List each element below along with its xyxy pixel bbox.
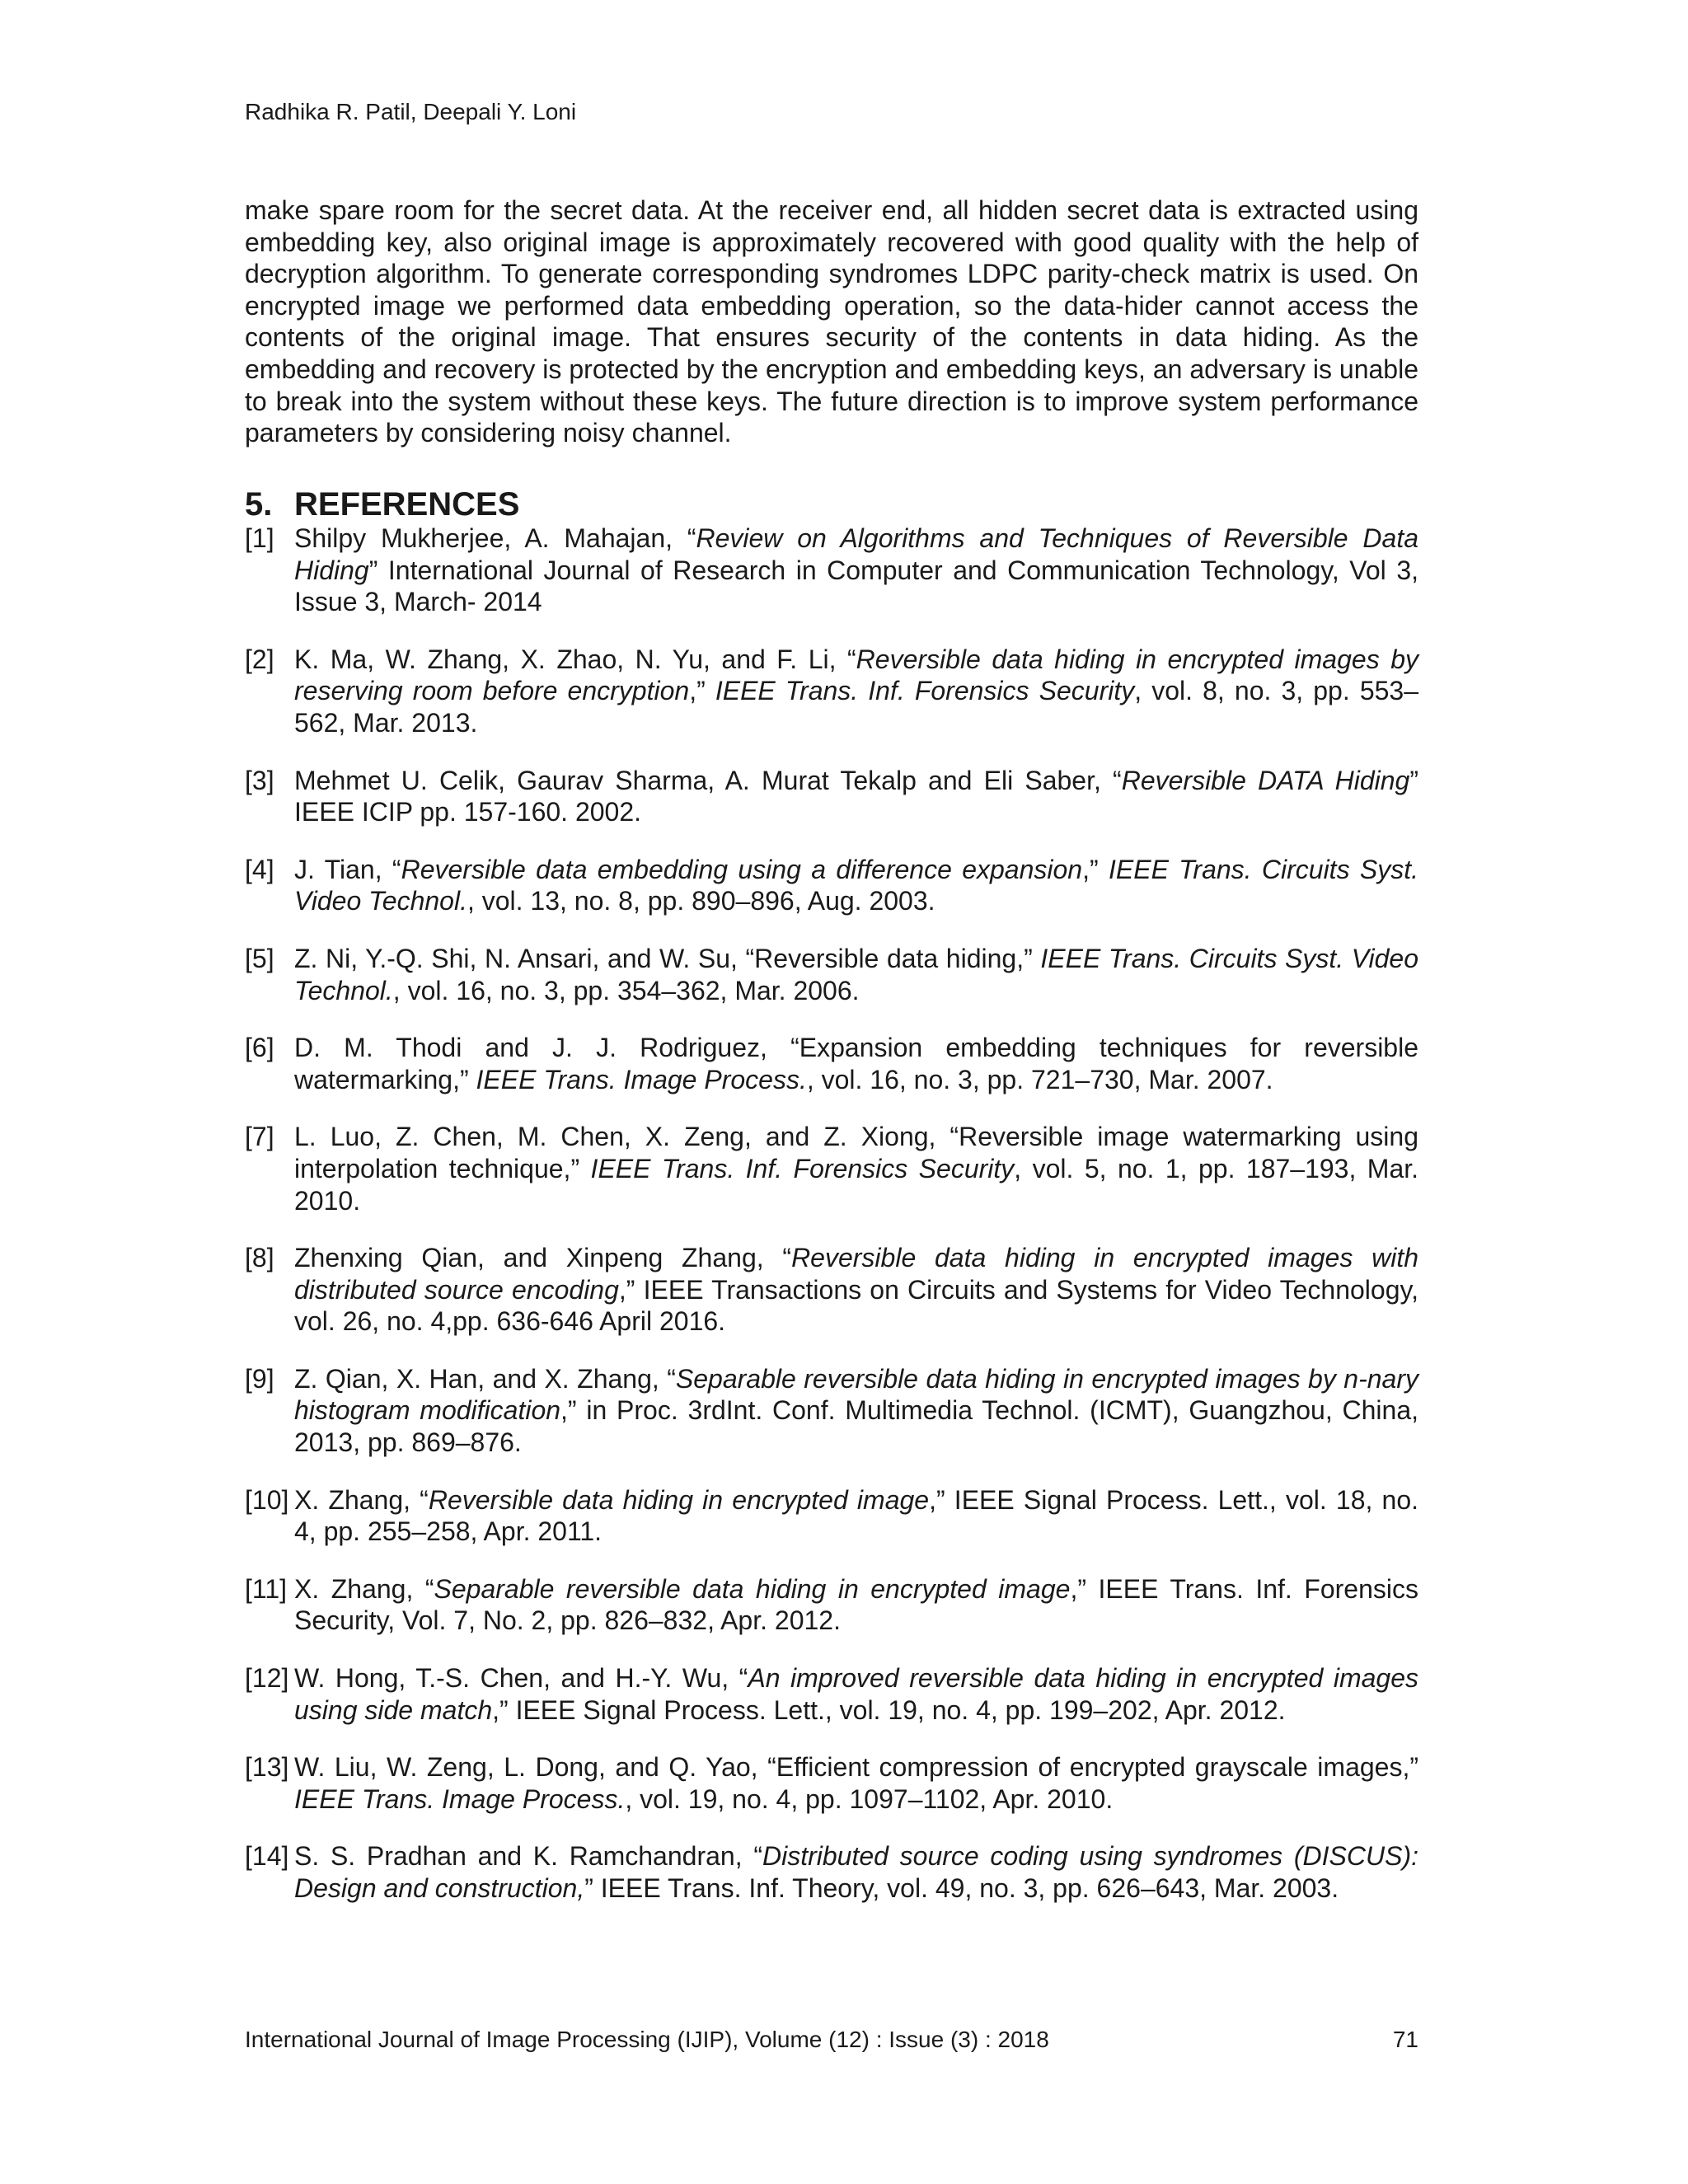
reference-number: [14] [245,1841,289,1872]
reference-number: [10] [245,1484,289,1515]
reference-number: [8] [245,1243,274,1273]
reference-part: W. Liu, W. Zeng, L. Dong, and Q. Yao, “Efficient compression of encrypted grayscale images,” [294,1752,1418,1783]
page-number: 71 [1392,2027,1418,2052]
reference-part: ,” IEEE Signal Process. Lett., vol. 18, no. 4, pp. 255–258, Apr. 2011. [294,1484,1419,1547]
reference-text [294,1242,1418,1338]
reference-number: [9] [245,1363,274,1394]
page-footer [245,2023,1418,2056]
reference-item [245,1121,1418,1216]
reference-text [294,1121,1418,1216]
reference-part: Shilpy Mukherjee, A. Mahajan, “ [294,523,696,553]
reference-text [294,1840,1418,1904]
reference-number: [13] [245,1752,289,1783]
reference-number: [2] [245,644,274,674]
reference-part: , vol. 5, no. 1, pp. 187–193, Mar. 2010. [294,1153,1419,1216]
reference-item [245,943,1418,1006]
reference-part: X. Zhang, “ [294,1484,429,1515]
reference-italic-part: Separable reversible data hiding in encrypted image [434,1573,1071,1604]
reference-italic-part: Reversible data hiding in encrypted image [428,1484,930,1515]
reference-part: ” IEEE Trans. Inf. Theory, vol. 49, no. 3, pp. 626–643, Mar. 2003. [584,1873,1339,1903]
reference-number: [5] [245,943,274,973]
reference-italic-part: Review on Algorithms and Techniques of Reversible Data Hiding [294,523,1419,585]
reference-item [245,1662,1418,1726]
reference-part: Mehmet U. Celik, Gaurav Sharma, A. Murat Tekalp and Eli Saber, “ [294,765,1122,795]
reference-italic-part: IEEE Trans. Image Process. [294,1783,626,1814]
reference-part: ,” IEEE Trans. Inf. Forensics Security, Vol. 7, No. 2, pp. 826–832, Apr. 2012. [294,1573,1419,1636]
running-header-authors: Radhika R. Patil, Deepali Y. Loni [245,99,577,124]
reference-italic-part: Reversible data hiding in encrypted images by reserving room before encryption [294,644,1419,706]
reference-item [245,765,1418,828]
reference-number: [3] [245,765,274,795]
reference-part: W. Hong, T.-S. Chen, and H.-Y. Wu, “ [294,1663,748,1694]
reference-text [294,765,1418,828]
reference-part: , vol. 19, no. 4, pp. 1097–1102, Apr. 2010. [625,1783,1114,1814]
reference-part: ,” [1082,854,1109,884]
section-number: 5. [245,486,273,523]
reference-text [294,1363,1418,1459]
reference-part: ,” [689,676,715,706]
reference-part: L. Luo, Z. Chen, M. Chen, X. Zeng, and Z. Xiong, “Reversible image watermarking using interpolation technique,” [294,1122,1418,1183]
reference-part: , vol. 8, no. 3, pp. 553–562, Mar. 2013. [294,676,1419,738]
reference-item [245,1363,1418,1459]
reference-italic-part: Reversible DATA Hiding [1121,765,1410,795]
reference-item [245,854,1418,917]
section-heading [245,485,519,524]
reference-number: [12] [245,1663,289,1694]
reference-number: [6] [245,1033,274,1063]
footer-journal: International Journal of Image Processing (IJIP), Volume (12) : Issue (3) : 2018 [245,2027,1049,2052]
reference-item [245,1242,1418,1338]
reference-part: Z. Qian, X. Han, and X. Zhang, “ [294,1363,676,1394]
reference-part: ” IEEE ICIP pp. 157-160. 2002. [294,765,1419,827]
section-title: REFERENCES [294,486,520,523]
reference-part: X. Zhang, “ [294,1573,434,1604]
reference-item [245,1032,1418,1095]
reference-text [294,1751,1418,1815]
reference-item [245,1840,1418,1904]
reference-italic-part: Reversible data hiding in encrypted images with distributed source encoding [294,1243,1419,1305]
reference-part: J. Tian, “ [294,854,401,884]
reference-text [294,854,1418,917]
reference-text [294,1484,1418,1548]
reference-part: ” International Journal of Research in Computer and Communication Technology, Vol 3, Issue 3, March- 2014 [294,555,1418,617]
reference-part: , vol. 16, no. 3, pp. 354–362, Mar. 2006. [392,975,860,1005]
reference-italic-part: An improved reversible data hiding in encrypted images using side match [294,1663,1419,1725]
reference-italic-part: IEEE Trans. Circuits Syst. Video Technol. [294,854,1419,916]
reference-item [245,523,1418,618]
reference-number: [7] [245,1122,274,1152]
reference-part: ,” IEEE Signal Process. Lett., vol. 19, no. 4, pp. 199–202, Apr. 2012. [492,1694,1286,1725]
reference-part: , vol. 13, no. 8, pp. 890–896, Aug. 2003. [467,886,935,916]
reference-italic-part: IEEE Trans. Image Process. [476,1064,807,1094]
reference-number: [11] [245,1573,287,1604]
reference-part: D. M. Thodi and J. J. Rodriguez, “Expansion embedding techniques for reversible watermarking,” [294,1033,1418,1094]
body-paragraph: make spare room for the secret data. At the receiver end, all hidden secret data is extracted using embedding key, also original image is approximately recovered with good quality with the help of decryption algorithm. To generate corresponding syndromes LDPC parity-check matrix is used. On encrypted image we performed data embedding operation, so the data-hider cannot access the contents of the original image. That ensures security of the contents in data hiding. As the embedding and recovery is protected by the encryption and embedding keys, an adversary is unable to break into the system without these keys. The future direction is to improve system performance parameters by considering noisy channel. [245,195,1418,448]
reference-part: K. Ma, W. Zhang, X. Zhao, N. Yu, and F. Li, “ [294,644,856,674]
reference-item [245,1751,1418,1815]
reference-text [294,943,1418,1006]
reference-text [294,523,1418,618]
reference-item [245,644,1418,739]
reference-number: [1] [245,523,274,553]
reference-italic-part: IEEE Trans. Circuits Syst. Video Technol. [294,943,1419,1005]
reference-text [294,1662,1418,1726]
reference-italic-part: IEEE Trans. Inf. Forensics Security [590,1153,1015,1183]
reference-italic-part: Distributed source coding using syndromes (DISCUS): Design and construction, [294,1841,1419,1903]
reference-text [294,644,1418,739]
reference-text [294,1573,1418,1637]
reference-italic-part: Separable reversible data hiding in encrypted images by n-nary histogram modification [294,1363,1419,1426]
reference-part: ,” IEEE Transactions on Circuits and Systems for Video Technology, vol. 26, no. 4,pp. 636-646 April 2016. [294,1274,1419,1337]
reference-part: S. S. Pradhan and K. Ramchandran, “ [294,1841,762,1872]
reference-number: [4] [245,854,274,884]
reference-item [245,1573,1418,1637]
reference-italic-part: Reversible data embedding using a difference expansion [401,854,1083,884]
reference-part: Z. Ni, Y.-Q. Shi, N. Ansari, and W. Su, “Reversible data hiding,” [294,943,1041,973]
reference-part: Zhenxing Qian, and Xinpeng Zhang, “ [294,1243,792,1273]
reference-italic-part: IEEE Trans. Inf. Forensics Security [715,676,1135,706]
reference-list [245,523,1418,1930]
reference-text [294,1032,1418,1095]
reference-item [245,1484,1418,1548]
reference-part: , vol. 16, no. 3, pp. 721–730, Mar. 2007. [806,1064,1273,1094]
reference-part: ,” in Proc. 3rdInt. Conf. Multimedia Technol. (ICMT), Guangzhou, China, 2013, pp. 869–876. [294,1395,1418,1458]
